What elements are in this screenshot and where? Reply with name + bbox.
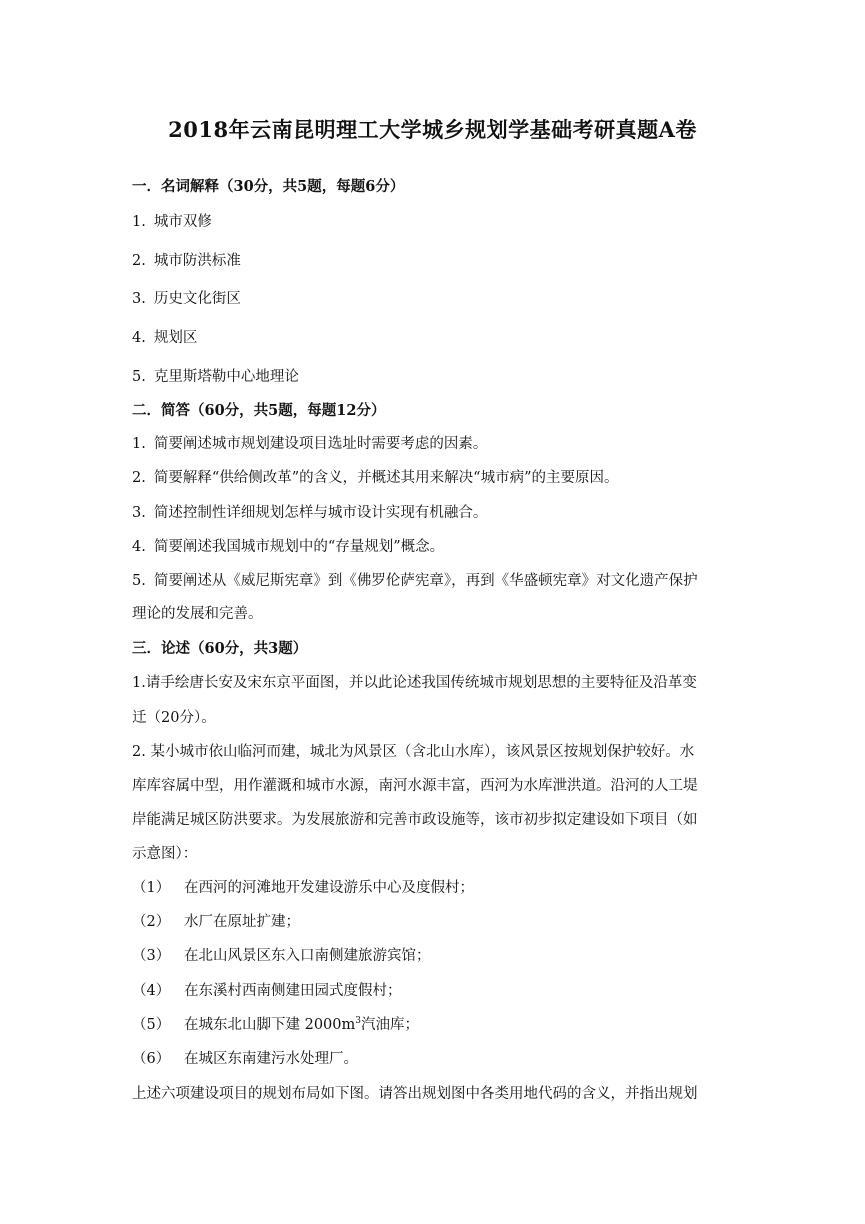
item-text: 城市防洪标准 [153, 253, 241, 269]
item-text: 简要阐述我国城市规划中的“存量规划”概念。 [153, 539, 445, 555]
project-label: （1） [132, 880, 171, 896]
item-text: 简要阐述从《威尼斯宪章》到《佛罗伦萨宪章》，再到《华盛顿宪章》对文化遗产保护 [153, 573, 698, 589]
item-number: 4. [132, 539, 146, 555]
question-1-line: 迁（20分）。 [132, 710, 216, 726]
question-2-line: 2. 某小城市依山临河而建，城北为风景区（含北山水库），该风景区按规划保护较好。水 [132, 744, 695, 760]
item-text: 简述控制性详细规划怎样与城市设计实现有机融合。 [153, 505, 488, 521]
project-item [132, 878, 474, 898]
item-text: 规划区 [153, 330, 198, 346]
question-2-line: 岸能满足城区防洪要求。为发展旅游和完善市政设施等，该市初步拟定建设如下项目（如 [132, 812, 698, 828]
item-text: 城市双修 [153, 214, 212, 230]
section2-heading: 二．简答（60分，共5题，每题12分） [132, 402, 386, 419]
project-text: 在城东北山脚下建 2000m [184, 1017, 356, 1033]
item-number: 4. [132, 330, 146, 346]
item-number: 2. [132, 253, 146, 269]
list-item [132, 503, 487, 523]
item-number: 3. [132, 291, 146, 307]
item-number: 5. [132, 369, 146, 385]
list-item [132, 367, 299, 387]
list-item [132, 571, 698, 591]
list-item [132, 289, 241, 309]
project-text: 在东溪村西南侧建田园式度假村； [184, 983, 402, 999]
item-text: 克里斯塔勒中心地理论 [153, 369, 299, 385]
project-item [132, 1015, 419, 1035]
project-label: （3） [132, 948, 171, 964]
item-text: 简要解释“供给侧改革”的含义，并概述其用来解决“城市病”的主要原因。 [153, 470, 619, 486]
question-1-line: 1.请手绘唐长安及宋东京平面图，并以此论述我国传统城市规划思想的主要特征及沿革变 [132, 675, 697, 691]
project-item [132, 912, 300, 932]
project-item [132, 981, 402, 1001]
item-number: 1. [132, 436, 146, 452]
project-item [132, 946, 431, 966]
project-text: 在北山风景区东入口南侧建旅游宾馆； [184, 948, 431, 964]
list-item [132, 468, 619, 488]
project-text: 在西河的河滩地开发建设游乐中心及度假村； [184, 880, 474, 896]
list-item [132, 537, 444, 557]
project-label: （2） [132, 914, 171, 930]
section1-heading: 一．名词解释（30分，共5题，每题6分） [132, 178, 405, 195]
item-text: 简要阐述城市规划建设项目选址时需要考虑的因素。 [153, 436, 488, 452]
page-title: 2018年云南昆明理工大学城乡规划学基础考研真题A卷 [168, 117, 697, 142]
project-label: （5） [132, 1017, 171, 1033]
superscript: 3 [355, 1016, 361, 1027]
question-2-line: 示意图）： [132, 846, 198, 862]
project-text: 汽油库； [361, 1017, 419, 1033]
item-text: 历史文化街区 [153, 291, 241, 307]
list-item-continuation: 理论的发展和完善。 [132, 606, 263, 622]
item-number: 1. [132, 214, 146, 230]
list-item [132, 328, 197, 348]
closing-paragraph: 上述六项建设项目的规划布局如下图。请答出规划图中各类用地代码的含义，并指出规划 [132, 1086, 698, 1102]
project-label: （4） [132, 983, 171, 999]
project-text: 在城区东南建污水处理厂。 [184, 1051, 358, 1067]
item-number: 2. [132, 470, 146, 486]
project-text: 水厂在原址扩建； [184, 914, 300, 930]
item-number: 5. [132, 573, 146, 589]
question-2-line: 库库容属中型，用作灌溉和城市水源，南河水源丰富，西河为水库泄洪道。沿河的人工堤 [132, 778, 698, 794]
project-item [132, 1049, 358, 1069]
item-number: 3. [132, 505, 146, 521]
list-item [132, 434, 487, 454]
list-item [132, 251, 241, 271]
list-item [132, 212, 212, 232]
section3-heading: 三．论述（60分，共3题） [132, 640, 308, 657]
project-label: （6） [132, 1051, 171, 1067]
